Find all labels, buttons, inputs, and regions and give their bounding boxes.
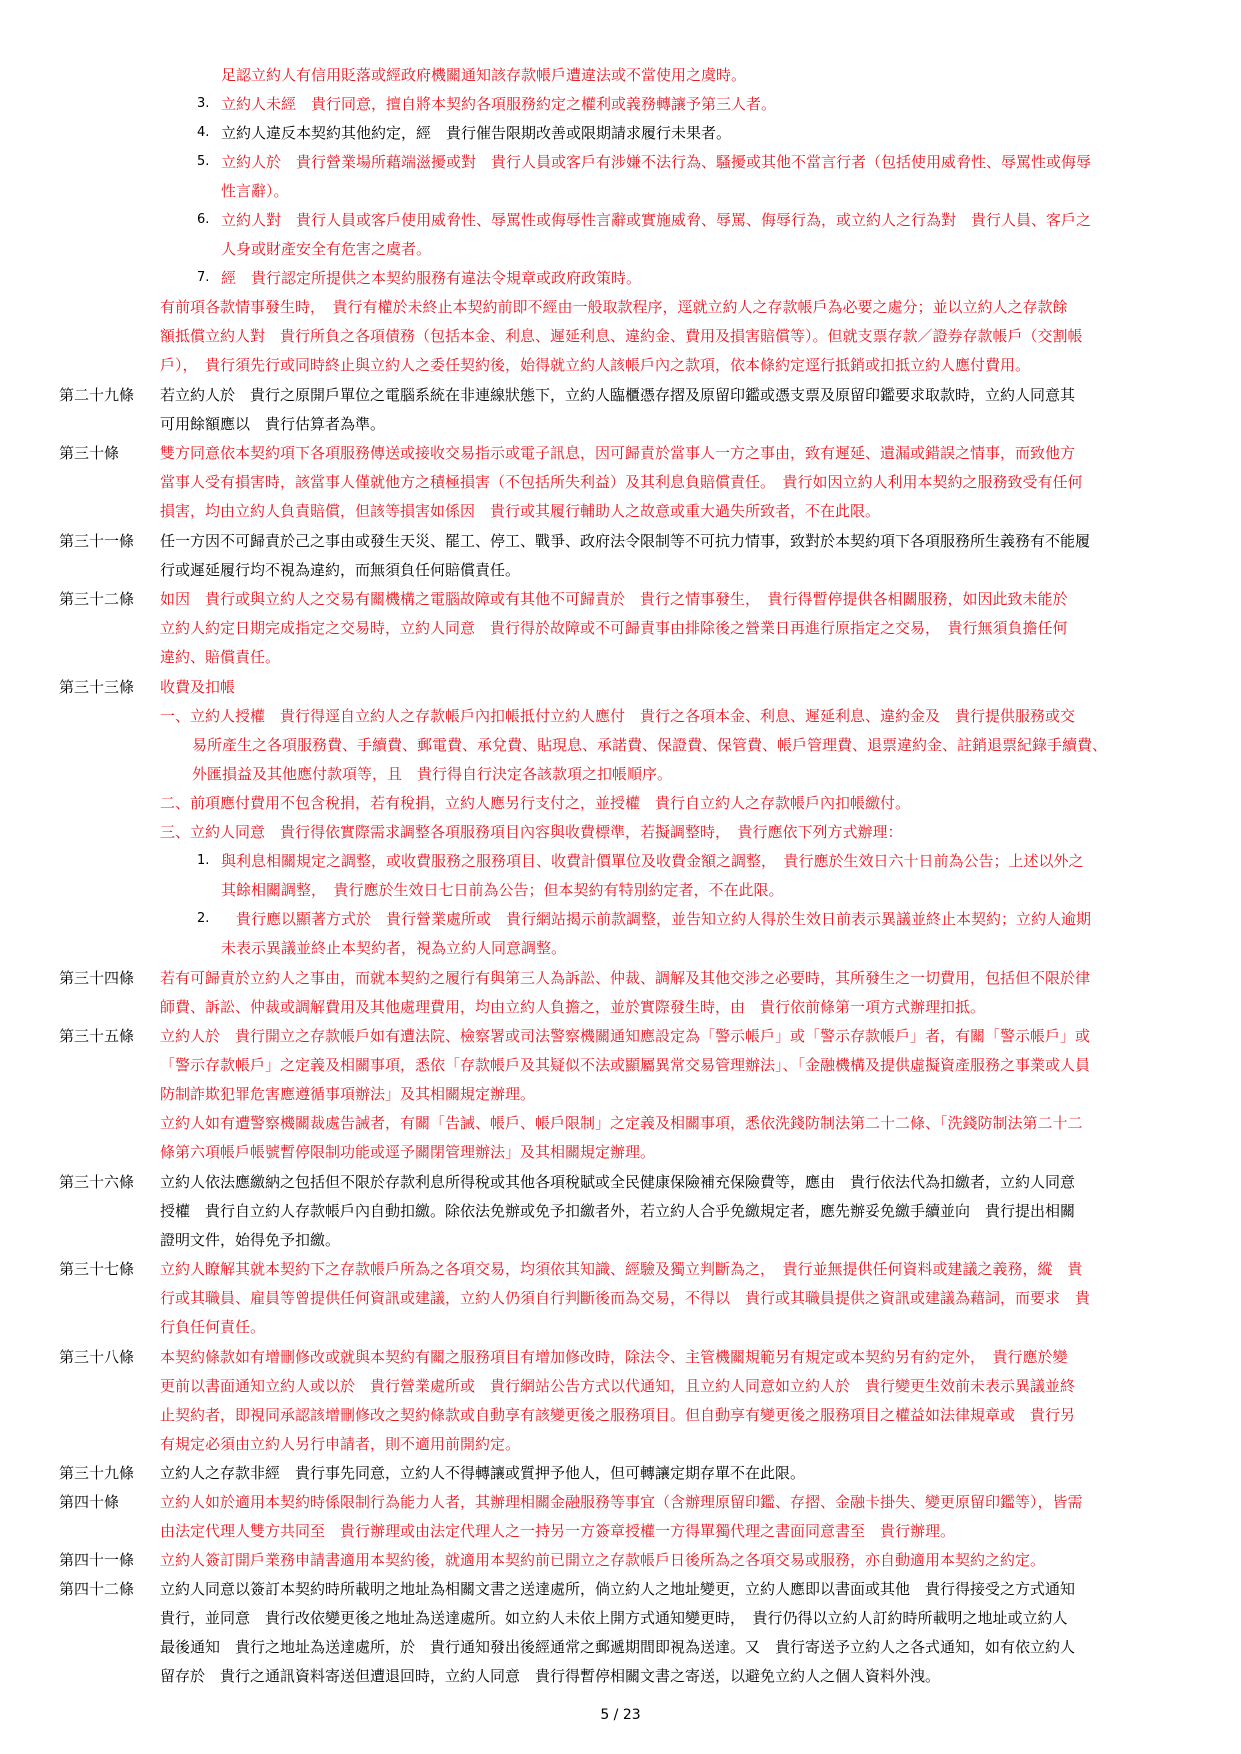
text-line: 有規定必須由立約人另行申請者，則不適用前開約定。 bbox=[160, 1435, 521, 1453]
text-line: 易所產生之各項服務費、手續費、郵電費、承兌費、貼現息、承諾費、保證費、保管費、帳戶管理費、退票違約金、註銷退票紀錄手續費、 bbox=[192, 736, 1108, 754]
text-line: 有前項各款情事發生時， 貴行有權於未終止本契約前即不經由一般取款程序，逕就立約人之存款帳戶為必要之處分；並以立約人之存款餘 bbox=[160, 298, 1068, 316]
item-number: 4. bbox=[197, 125, 210, 140]
text-line: 更前以書面通知立約人或以於 貴行營業處所或 貴行網站公告方式以代通知，且立約人同意如立約人於 貴行變更生效前未表示異議並終 bbox=[160, 1377, 1076, 1395]
text-line: 立約人簽訂開戶業務申請書適用本契約後，就適用本契約前已開立之存款帳戶日後所為之各項交易或服務，亦自動適用本契約之約定。 bbox=[160, 1551, 1046, 1569]
article-number: 第四十二條 bbox=[59, 1580, 135, 1598]
text-line: 行負任何責任。 bbox=[160, 1318, 266, 1336]
article-number: 第三十三條 bbox=[59, 678, 135, 696]
article-number: 第三十五條 bbox=[59, 1027, 135, 1045]
text-line: 立約人於 貴行營業場所藉端滋擾或對 貴行人員或客戶有涉嫌不法行為、騷擾或其他不當言行者（包括使用威脅性、辱罵性或侮辱 bbox=[221, 153, 1092, 171]
text-line: 最後通知 貴行之地址為送達處所，於 貴行通知發出後經通常之郵遞期間即視為送達。又 貴行寄送予立約人之各式通知，如有依立約人 bbox=[160, 1638, 1076, 1656]
text-line: 立約人如於適用本契約時係限制行為能力人者，其辦理相關金融服務等事宜（含辦理原留印鑑、存摺、金融卡掛失、變更原留印鑑等），皆需 bbox=[160, 1493, 1083, 1511]
text-line: 貴行應以顯著方式於 貴行營業處所或 貴行網站揭示前款調整，並告知立約人得於生效日前表示異議並終止本契約；立約人逾期 bbox=[221, 910, 1092, 928]
text-line: 立約人對 貴行人員或客戶使用威脅性、辱罵性或侮辱性言辭或實施威脅、辱罵、侮辱行為，或立約人之行為對 貴行人員、客戶之 bbox=[221, 211, 1092, 229]
text-line: 戶）， 貴行須先行或同時終止與立約人之委任契約後，始得就立約人該帳戶內之款項，依本條約定逕行抵銷或扣抵立約人應付費用。 bbox=[160, 356, 1031, 374]
text-line: 二、前項應付費用不包含稅捐，若有稅捐，立約人應另行支付之，並授權 貴行自立約人之存款帳戶內扣帳繳付。 bbox=[160, 794, 911, 812]
text-line: 額抵償立約人對 貴行所負之各項債務（包括本金、利息、遲延利息、違約金、費用及損害賠償等）。但就支票存款／證券存款帳戶（交割帳 bbox=[160, 327, 1083, 345]
text-line: 其餘相關調整， 貴行應於生效日七日前為公告；但本契約有特別約定者，不在此限。 bbox=[221, 881, 784, 899]
article-number: 第四十條 bbox=[59, 1493, 120, 1511]
item-number: 3. bbox=[197, 96, 210, 111]
text-line: 本契約條款如有增刪修改或就與本契約有關之服務項目有增加修改時，除法令、主管機關規範另有規定或本契約另有約定外， 貴行應於變 bbox=[160, 1348, 1068, 1366]
item-number: 1. bbox=[197, 853, 210, 868]
text-line: 立約人未經 貴行同意，擅自將本契約各項服務約定之權利或義務轉讓予第三人者。 bbox=[221, 95, 777, 113]
text-line: 立約人之存款非經 貴行事先同意，立約人不得轉讓或質押予他人，但可轉讓定期存單不在此限。 bbox=[160, 1464, 806, 1482]
text-line: 一、立約人授權 貴行得逕自立約人之存款帳戶內扣帳抵付立約人應付 貴行之各項本金、利息、遲延利息、違約金及 貴行提供服務或交 bbox=[160, 707, 1076, 725]
text-line: 損害，均由立約人負責賠償，但該等損害如係因 貴行或其履行輔助人之故意或重大過失所致者，不在此限。 bbox=[160, 502, 881, 520]
text-line: 防制詐欺犯罪危害應遵循事項辦法」及其相關規定辦理。 bbox=[160, 1085, 536, 1103]
text-line: 立約人約定日期完成指定之交易時，立約人同意 貴行得於故障或不可歸責事由排除後之營業日再進行原指定之交易， 貴行無須負擔任何 bbox=[160, 619, 1068, 637]
text-line: 未表示異議並終止本契約者，視為立約人同意調整。 bbox=[221, 939, 567, 957]
article-number: 第三十一條 bbox=[59, 532, 135, 550]
text-line: 止契約者，即視同承認該增刪修改之契約條款或自動享有該變更後之服務項目。但自動享有變更後之服務項目之權益如法律規章或 貴行另 bbox=[160, 1406, 1076, 1424]
article-number: 第三十七條 bbox=[59, 1260, 135, 1278]
item-number: 5. bbox=[197, 154, 210, 169]
text-line: 證明文件，始得免予扣繳。 bbox=[160, 1231, 341, 1249]
text-line: 留存於 貴行之通訊資料寄送但遭退回時，立約人同意 貴行得暫停相關文書之寄送，以避免立約人之個人資料外洩。 bbox=[160, 1667, 941, 1685]
text-line: 「警示存款帳戶」之定義及相關事項，悉依「存款帳戶及其疑似不法或顯屬異常交易管理辦法」、「金融機構及提供虛擬資產服務之事業或人員 bbox=[160, 1056, 1091, 1074]
text-line: 師費、訴訟、仲裁或調解費用及其他處理費用，均由立約人負擔之，並於實際發生時，由 貴行依前條第一項方式辦理扣抵。 bbox=[160, 998, 986, 1016]
article-number: 第三十四條 bbox=[59, 969, 135, 987]
text-line: 可用餘額應以 貴行估算者為準。 bbox=[160, 415, 386, 433]
text-line: 性言辭）。 bbox=[221, 182, 289, 200]
text-line: 足認立約人有信用貶落或經政府機關通知該存款帳戶遭違法或不當使用之虞時。 bbox=[221, 66, 747, 84]
item-number: 2. bbox=[197, 911, 210, 926]
article-number: 第三十二條 bbox=[59, 590, 135, 608]
text-line: 外匯損益及其他應付款項等，且 貴行得自行決定各該款項之扣帳順序。 bbox=[192, 765, 673, 783]
article-number: 第三十條 bbox=[59, 444, 120, 462]
item-number: 7. bbox=[197, 270, 210, 285]
text-line: 行或遲延履行均不視為違約，而無須負任何賠償責任。 bbox=[160, 561, 521, 579]
text-line: 授權 貴行自立約人存款帳戶內自動扣繳。除依法免辦或免予扣繳者外，若立約人合乎免繳規定者，應先辦妥免繳手續並向 貴行提出相關 bbox=[160, 1202, 1076, 1220]
text-line: 立約人於 貴行開立之存款帳戶如有遭法院、檢察署或司法警察機關通知應設定為「警示帳戶」或「警示存款帳戶」者，有關「警示帳戶」或 bbox=[160, 1027, 1091, 1045]
page-number: 5 / 23 bbox=[600, 1707, 641, 1723]
text-line: 若立約人於 貴行之原開戶單位之電腦系統在非連線狀態下，立約人臨櫃憑存摺及原留印鑑或憑支票及原留印鑑要求取款時，立約人同意其 bbox=[160, 386, 1076, 404]
text-line: 收費及扣帳 bbox=[160, 678, 236, 696]
article-number: 第三十六條 bbox=[59, 1173, 135, 1191]
text-line: 人身或財產安全有危害之虞者。 bbox=[221, 240, 432, 258]
text-line: 由法定代理人雙方共同至 貴行辦理或由法定代理人之一持另一方簽章授權一方得單獨代理之書面同意書至 貴行辦理。 bbox=[160, 1522, 956, 1540]
text-line: 違約、賠償責任。 bbox=[160, 648, 281, 666]
text-line: 貴行，並同意 貴行改依變更後之地址為送達處所。如立約人未依上開方式通知變更時， 貴行仍得以立約人訂約時所載明之地址或立約人 bbox=[160, 1609, 1068, 1627]
text-line: 立約人依法應繳納之包括但不限於存款利息所得稅或其他各項稅賦或全民健康保險補充保險費等，應由 貴行依法代為扣繳者，立約人同意 bbox=[160, 1173, 1076, 1191]
text-line: 立約人違反本契約其他約定，經 貴行催告限期改善或限期請求履行未果者。 bbox=[221, 124, 732, 142]
text-line: 立約人如有遭警察機關裁處告誡者，有關「告誡、帳戶、帳戶限制」之定義及相關事項，悉依洗錢防制法第二十二條、「洗錢防制法第二十二 bbox=[160, 1114, 1083, 1132]
text-line: 三、立約人同意 貴行得依實際需求調整各項服務項目內容與收費標準，若擬調整時， 貴行應依下列方式辦理： bbox=[160, 823, 903, 841]
article-number: 第四十一條 bbox=[59, 1551, 135, 1569]
text-line: 立約人同意以簽訂本契約時所載明之地址為相關文書之送達處所，倘立約人之地址變更，立約人應即以書面或其他 貴行得接受之方式通知 bbox=[160, 1580, 1076, 1598]
article-number: 第三十九條 bbox=[59, 1464, 135, 1482]
item-number: 6. bbox=[197, 212, 210, 227]
text-line: 任一方因不可歸責於己之事由或發生天災、罷工、停工、戰爭、政府法令限制等不可抗力情事，致對於本契約項下各項服務所生義務有不能履 bbox=[160, 532, 1091, 550]
article-number: 第二十九條 bbox=[59, 386, 135, 404]
text-line: 當事人受有損害時，該當事人僅就他方之積極損害（不包括所失利益）及其利息負賠償責任。 貴行如因立約人利用本契約之服務致受有任何 bbox=[160, 473, 1083, 491]
text-line: 條第六項帳戶帳號暫停限制功能或逕予關閉管理辦法」及其相關規定辦理。 bbox=[160, 1143, 656, 1161]
text-line: 若有可歸責於立約人之事由，而就本契約之履行有與第三人為訴訟、仲裁、調解及其他交涉之必要時，其所發生之一切費用，包括但不限於律 bbox=[160, 969, 1091, 987]
article-number: 第三十八條 bbox=[59, 1348, 135, 1366]
text-line: 如因 貴行或與立約人之交易有關機構之電腦故障或有其他不可歸責於 貴行之情事發生， 貴行得暫停提供各相關服務，如因此致未能於 bbox=[160, 590, 1068, 608]
text-line: 行或其職員、雇員等曾提供任何資訊或建議，立約人仍須自行判斷後而為交易，不得以 貴行或其職員提供之資訊或建議為藉詞，而要求 貴 bbox=[160, 1289, 1091, 1307]
text-line: 立約人瞭解其就本契約下之存款帳戶所為之各項交易，均須依其知識、經驗及獨立判斷為之， 貴行並無提供任何資料或建議之義務，縱 貴 bbox=[160, 1260, 1083, 1278]
text-line: 雙方同意依本契約項下各項服務傳送或接收交易指示或電子訊息，因可歸責於當事人一方之事由，致有遲延、遺漏或錯誤之情事，而致他方 bbox=[160, 444, 1076, 462]
text-line: 經 貴行認定所提供之本契約服務有違法令規章或政府政策時。 bbox=[221, 269, 642, 287]
text-line: 與利息相關規定之調整，或收費服務之服務項目、收費計價單位及收費金額之調整， 貴行應於生效日六十日前為公告；上述以外之 bbox=[221, 852, 1084, 870]
